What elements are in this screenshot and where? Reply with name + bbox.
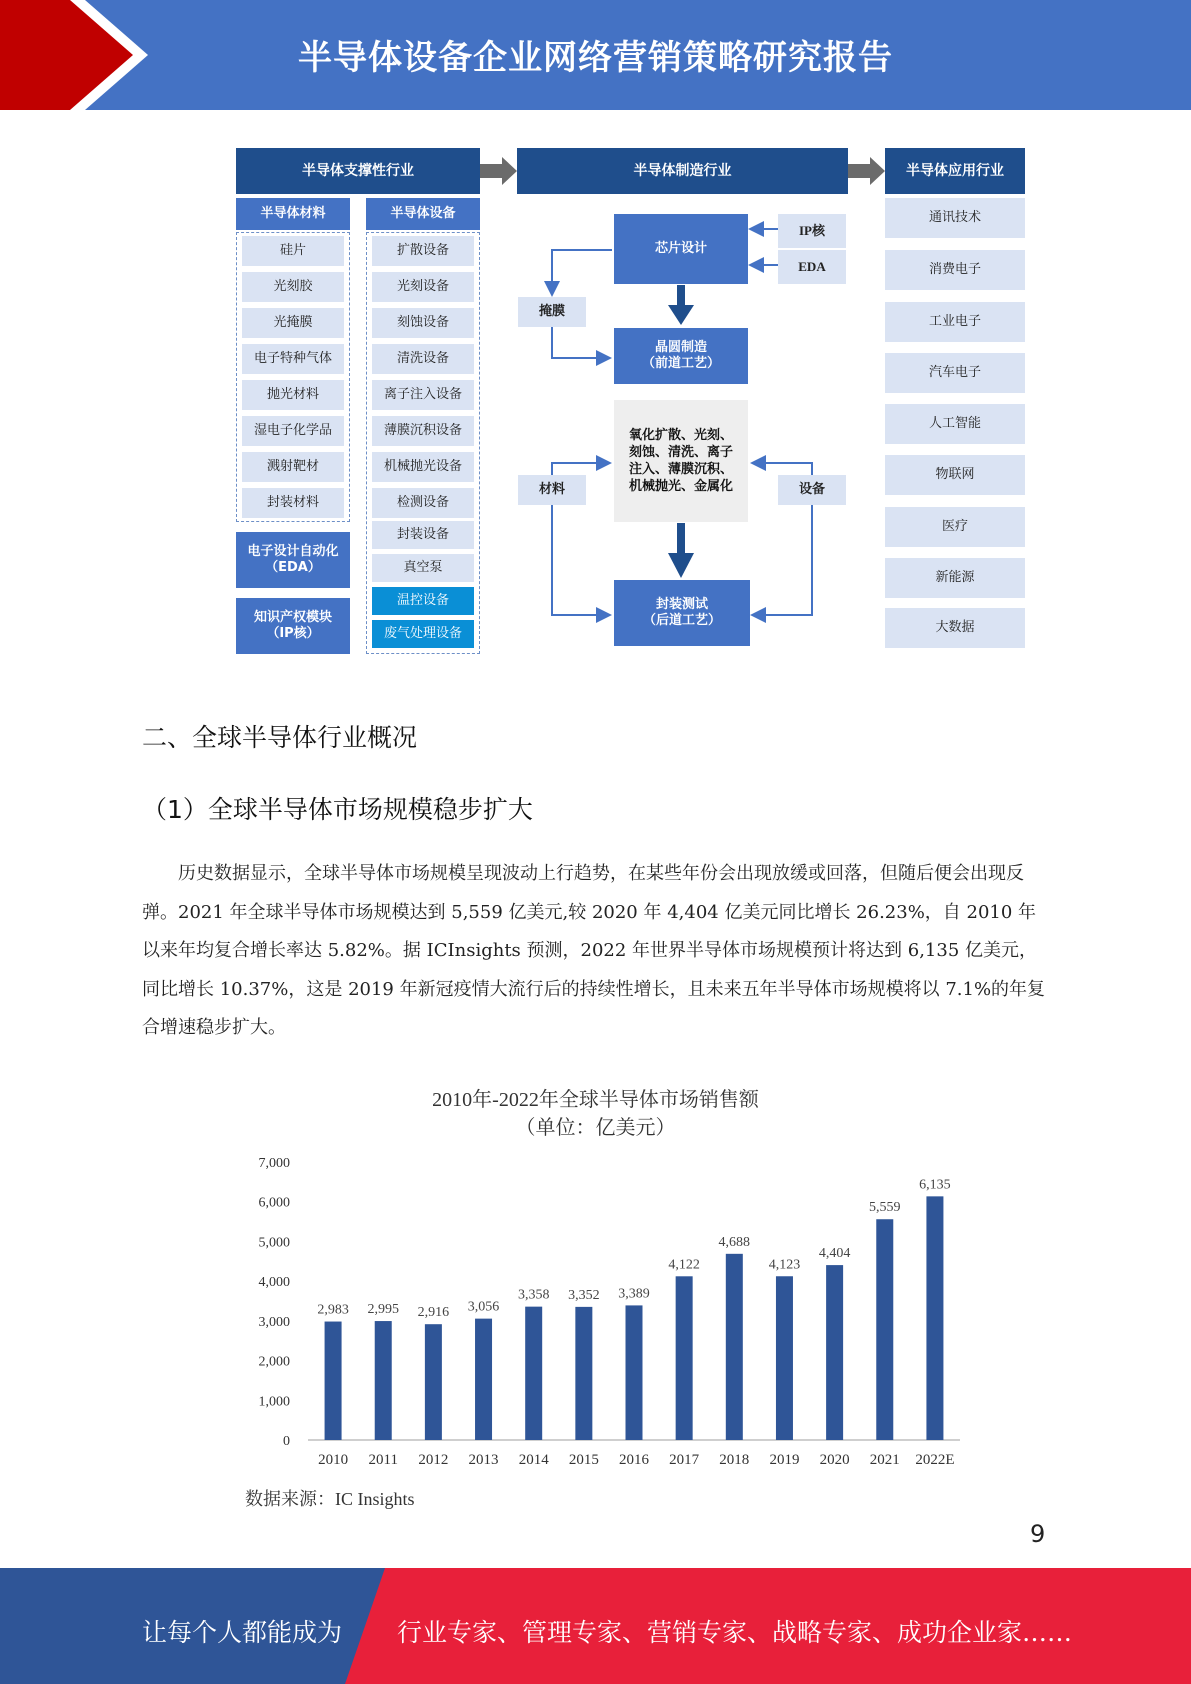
materials-item: 光刻胶 <box>242 272 344 302</box>
process-line2: 刻蚀、清洗、离子 <box>628 445 733 460</box>
application-item: 人工智能 <box>885 404 1025 444</box>
materials-item: 光掩膜 <box>242 308 344 338</box>
equipment-item: 光刻设备 <box>372 272 474 302</box>
y-tick-label: 0 <box>283 1434 290 1449</box>
bar <box>726 1254 743 1440</box>
materials-item: 抛光材料 <box>242 380 344 410</box>
equipment-item: 检测设备 <box>372 488 474 518</box>
bar-value-label: 4,404 <box>818 1246 851 1262</box>
equipment-header: 半导体设备 <box>366 198 480 230</box>
equipment-item: 离子注入设备 <box>372 380 474 410</box>
bar <box>676 1276 693 1440</box>
materials-item: 湿电子化学品 <box>242 416 344 446</box>
document-title: 半导体设备企业网络营销策略研究报告 <box>298 38 893 78</box>
bar-value-label: 2,995 <box>367 1302 399 1318</box>
bar-value-label: 3,389 <box>618 1286 650 1302</box>
bar <box>425 1324 442 1440</box>
equipment-item-highlight: 废气处理设备 <box>372 620 474 648</box>
y-tick-label: 5,000 <box>258 1235 290 1251</box>
x-tick-label: 2011 <box>368 1452 398 1468</box>
application-item: 通讯技术 <box>885 198 1025 238</box>
chip-design-box: 芯片设计 <box>614 214 748 284</box>
materials-item: 溅射靶材 <box>242 452 344 482</box>
y-tick-label: 2,000 <box>258 1354 290 1370</box>
bar-value-label: 4,122 <box>668 1257 700 1273</box>
bar <box>876 1219 893 1440</box>
x-tick-label: 2022E <box>915 1452 955 1468</box>
bar <box>776 1276 793 1440</box>
ip-line2: （IP核） <box>266 626 320 641</box>
bar-value-label: 6,135 <box>919 1177 951 1193</box>
y-tick-label: 1,000 <box>258 1394 290 1410</box>
equipment-item: 刻蚀设备 <box>372 308 474 338</box>
wafer-line1: 晶圆制造 <box>654 340 707 355</box>
x-tick-label: 2019 <box>769 1452 800 1468</box>
section-subheading: （1）全球半导体市场规模稳步扩大 <box>142 795 533 824</box>
bar <box>826 1265 843 1440</box>
package-line1: 封装测试 <box>655 597 708 612</box>
application-header: 半导体应用行业 <box>885 148 1025 194</box>
x-tick-label: 2021 <box>869 1452 900 1468</box>
x-tick-label: 2018 <box>719 1452 750 1468</box>
application-item: 医疗 <box>885 507 1025 547</box>
bar <box>575 1307 592 1440</box>
footer-right-text: 行业专家、管理专家、营销专家、战略专家、成功企业家…… <box>397 1618 1073 1647</box>
material-box: 材料 <box>518 475 586 505</box>
manufacturing-header: 半导体制造行业 <box>517 148 848 194</box>
bar-value-label: 2,916 <box>417 1305 450 1321</box>
equipment-item: 清洗设备 <box>372 344 474 374</box>
materials-item: 电子特种气体 <box>242 344 344 374</box>
package-line2: （后道工艺） <box>642 613 721 628</box>
bar <box>375 1321 392 1440</box>
equipment-item-highlight: 温控设备 <box>372 587 474 615</box>
y-tick-label: 6,000 <box>258 1195 290 1211</box>
bar <box>626 1305 643 1440</box>
x-tick-label: 2016 <box>619 1452 649 1468</box>
materials-item: 封装材料 <box>242 488 344 518</box>
footer-left-text: 让每个人都能成为 <box>142 1618 343 1647</box>
ip-line1: 知识产权模块 <box>253 610 332 625</box>
bar <box>325 1322 342 1440</box>
support-industry-header: 半导体支撑性行业 <box>236 148 480 194</box>
process-line4: 机械抛光、金属化 <box>628 479 733 494</box>
x-tick-label: 2010 <box>318 1452 349 1468</box>
mask-box: 掩膜 <box>518 297 586 327</box>
x-tick-label: 2020 <box>819 1452 850 1468</box>
bar-value-label: 3,056 <box>467 1299 500 1315</box>
application-item: 新能源 <box>885 558 1025 598</box>
application-item: 大数据 <box>885 608 1025 648</box>
x-tick-label: 2012 <box>418 1452 449 1468</box>
page-number: 9 <box>1030 1520 1046 1548</box>
bar-value-label: 4,123 <box>768 1257 801 1273</box>
chart-title: 2010年-2022年全球半导体市场销售额 <box>432 1089 759 1111</box>
chart-source: 数据来源：IC Insights <box>245 1489 415 1509</box>
eda-input-box: EDA <box>778 250 846 284</box>
y-tick-label: 4,000 <box>258 1275 290 1291</box>
x-tick-label: 2014 <box>518 1452 549 1468</box>
y-tick-label: 7,000 <box>258 1156 290 1171</box>
eda-line1: 电子设计自动化 <box>247 544 339 559</box>
materials-header: 半导体材料 <box>236 198 350 230</box>
bar-value-label: 3,352 <box>568 1287 600 1303</box>
equipment-item: 扩散设备 <box>372 236 474 266</box>
y-tick-label: 3,000 <box>258 1314 290 1330</box>
section-heading: 二、全球半导体行业概况 <box>142 723 418 752</box>
bar-value-label: 4,688 <box>718 1234 751 1250</box>
body-paragraph: 历史数据显示，全球半导体市场规模呈现波动上行趋势，在某些年份会出现放缓或回落，但随后便会出现反弹。2021 年全球半导体市场规模达到 5,559 亿美元,较 2020 年 4,404 亿美元同比增长 26.23%，自 2010 年以来年均复合增长率达 5.82%。据 ICInsights 预测，2022 年世界半导体市场规模预计将达到 6,135 亿美元，同比增长 10.37%，这是 2019 年新冠疫情大流行后的持续性增长，且未来五年半导体市场规模将以 7.1%的年复合增速稳步扩大。 <box>142 863 1046 1039</box>
chart-subtitle: （单位：亿美元） <box>515 1117 676 1139</box>
x-tick-label: 2015 <box>568 1452 599 1468</box>
bar-value-label: 2,983 <box>317 1302 349 1318</box>
x-tick-label: 2017 <box>669 1452 700 1468</box>
bar <box>475 1319 492 1440</box>
application-item: 物联网 <box>885 455 1025 495</box>
x-tick-label: 2013 <box>468 1452 499 1468</box>
bar-value-label: 3,358 <box>517 1287 550 1303</box>
equipment-item: 真空泵 <box>372 554 474 582</box>
process-line1: 氧化扩散、光刻、 <box>628 428 733 443</box>
bar <box>525 1307 542 1440</box>
wafer-line2: （前道工艺） <box>641 356 720 371</box>
equipment-item: 封装设备 <box>372 521 474 549</box>
application-item: 汽车电子 <box>885 353 1025 393</box>
equipment-item: 机械抛光设备 <box>372 452 474 482</box>
equipment-box: 设备 <box>778 475 846 505</box>
bar-value-label: 5,559 <box>869 1200 901 1216</box>
eda-line2: （EDA） <box>265 560 321 575</box>
materials-item: 硅片 <box>242 236 344 266</box>
equipment-item: 薄膜沉积设备 <box>372 416 474 446</box>
ip-core-box: IP核 <box>778 214 846 248</box>
bar <box>926 1196 943 1440</box>
application-item: 工业电子 <box>885 302 1025 342</box>
application-item: 消费电子 <box>885 250 1025 290</box>
process-line3: 注入、薄膜沉积、 <box>628 462 733 477</box>
